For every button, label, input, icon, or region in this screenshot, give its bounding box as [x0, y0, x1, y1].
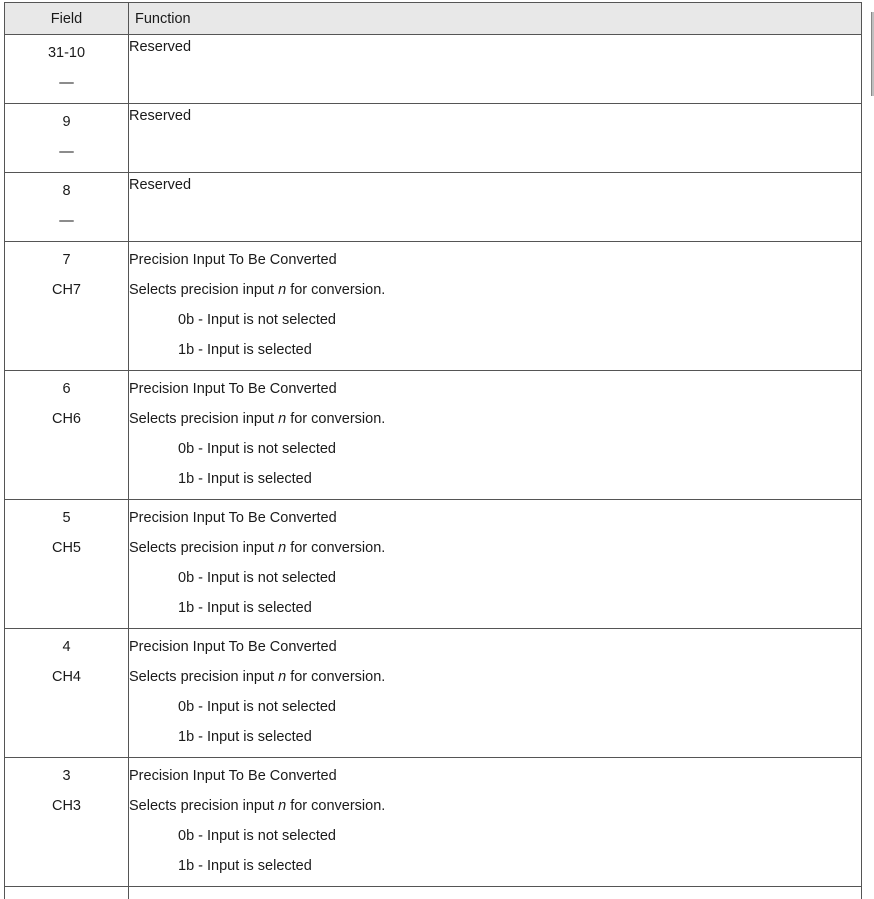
variable-n: n — [278, 798, 287, 814]
bit-range: 31-10 — [47, 45, 86, 61]
variable-n: n — [278, 411, 287, 427]
option-0b: 0b - Input is not selected — [178, 828, 336, 844]
function-title: Precision Input To Be Converted — [129, 381, 337, 397]
field-name: CH4 — [51, 669, 81, 685]
table-header-row — [5, 3, 862, 35]
function-description — [129, 275, 861, 305]
table-row — [5, 242, 862, 371]
bit-number: 5 — [62, 510, 71, 526]
field-cell — [5, 242, 129, 371]
reserved-label: Reserved — [129, 177, 192, 193]
function-cell — [129, 242, 862, 371]
description-text: for conversion. — [286, 669, 386, 685]
function-description — [129, 404, 861, 434]
function-cell — [129, 500, 862, 629]
variable-n: n — [278, 669, 287, 685]
register-field-table — [4, 2, 862, 899]
field-name: CH6 — [51, 411, 81, 427]
field-cell — [5, 887, 129, 899]
function-title: Precision Input To Be Converted — [129, 252, 337, 268]
field-cell — [5, 500, 129, 629]
reserved-label: Reserved — [129, 39, 192, 55]
field-cell — [5, 371, 129, 500]
bit-number: 7 — [62, 252, 71, 268]
description-text: for conversion. — [286, 540, 386, 556]
description-text: for conversion. — [286, 282, 386, 298]
table-row — [5, 758, 862, 887]
bit-number: 6 — [62, 381, 71, 397]
function-cell — [129, 629, 862, 758]
field-cell — [5, 758, 129, 887]
description-text: Selects precision input — [129, 798, 279, 814]
function-cell — [129, 104, 862, 173]
table-row — [5, 500, 862, 629]
function-cell — [129, 173, 862, 242]
bit-number: 3 — [62, 768, 71, 784]
table-row — [5, 887, 862, 899]
table-row — [5, 371, 862, 500]
description-text: Selects precision input — [129, 669, 279, 685]
field-cell — [5, 35, 129, 104]
variable-n: n — [278, 282, 287, 298]
field-name: CH3 — [51, 798, 81, 814]
field-cell — [5, 173, 129, 242]
table-row — [5, 173, 862, 242]
description-text: Selects precision input — [129, 540, 279, 556]
function-description — [129, 533, 861, 563]
option-0b: 0b - Input is not selected — [178, 312, 336, 328]
option-1b: 1b - Input is selected — [178, 729, 312, 745]
function-cell — [129, 35, 862, 104]
description-text: for conversion. — [286, 798, 386, 814]
option-1b: 1b - Input is selected — [178, 858, 312, 874]
option-1b: 1b - Input is selected — [178, 600, 312, 616]
bit-range: 8 — [62, 183, 71, 199]
option-1b: 1b - Input is selected — [178, 471, 312, 487]
function-cell — [129, 887, 862, 899]
option-0b: 0b - Input is not selected — [178, 699, 336, 715]
function-cell — [129, 758, 862, 887]
field-name: — — [59, 144, 74, 160]
function-title: Precision Input To Be Converted — [129, 510, 337, 526]
option-0b: 0b - Input is not selected — [178, 570, 336, 586]
function-cell — [129, 371, 862, 500]
option-1b: 1b - Input is selected — [178, 342, 312, 358]
reserved-label: Reserved — [129, 108, 192, 124]
field-cell — [5, 629, 129, 758]
function-column-header: Function — [129, 3, 862, 35]
function-description — [129, 662, 861, 692]
bit-number: 4 — [62, 639, 71, 655]
bit-range: 9 — [62, 114, 71, 130]
field-column-header: Field — [5, 3, 129, 35]
field-name: CH5 — [51, 540, 81, 556]
description-text: Selects precision input — [129, 282, 279, 298]
description-text: for conversion. — [286, 411, 386, 427]
field-name: CH7 — [51, 282, 81, 298]
description-text: Selects precision input — [129, 411, 279, 427]
table-row — [5, 629, 862, 758]
variable-n: n — [278, 540, 287, 556]
option-0b: 0b - Input is not selected — [178, 441, 336, 457]
field-name: — — [59, 75, 74, 91]
table-row — [5, 104, 862, 173]
function-title: Precision Input To Be Converted — [129, 768, 337, 784]
function-title: Precision Input To Be Converted — [129, 639, 337, 655]
function-description — [129, 791, 861, 821]
field-cell — [5, 104, 129, 173]
field-name: — — [59, 213, 74, 229]
table-row — [5, 35, 862, 104]
